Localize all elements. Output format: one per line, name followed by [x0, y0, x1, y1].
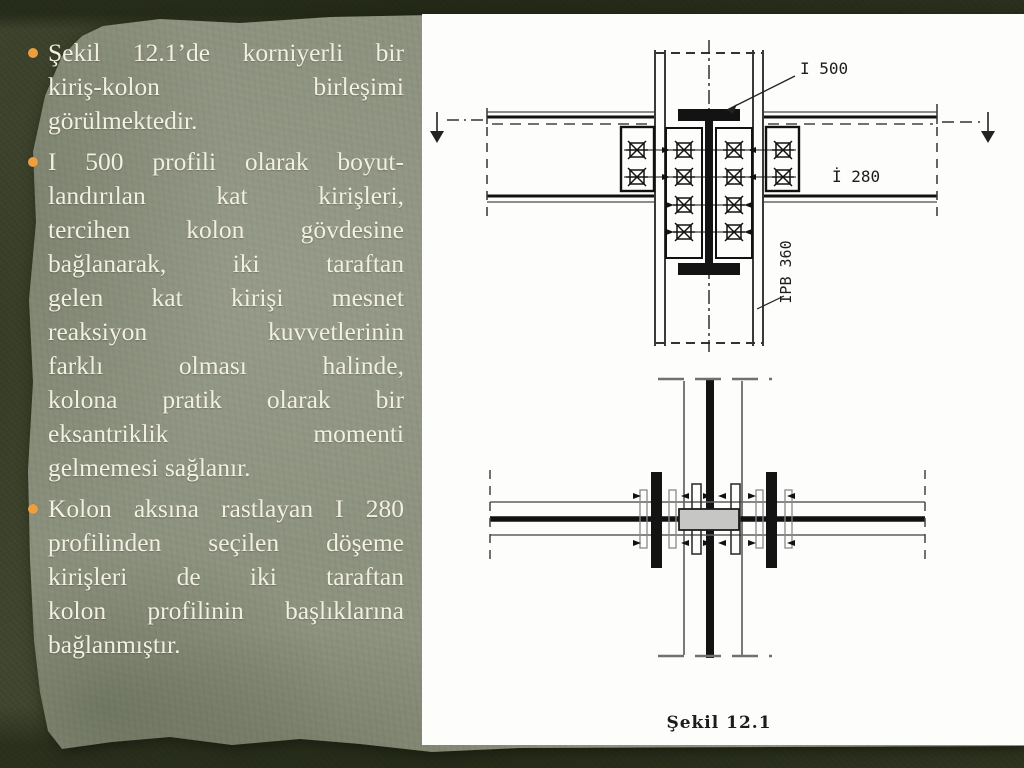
bullet-line: gelen kat kirişi mesnet [48, 283, 404, 312]
label-i280: İ 280 [832, 167, 881, 186]
right-beam [764, 104, 937, 220]
figure-caption: Şekil 12.1 [666, 713, 772, 733]
bullet-list [26, 36, 404, 669]
bullet-line: kolon profilinin başlıklarına [48, 596, 404, 625]
bullet-text [48, 492, 404, 662]
bullet-item [26, 36, 404, 138]
i500-leader-line [727, 76, 795, 110]
bullet-line: farklı olması halinde, [48, 351, 404, 380]
bullet-text [48, 145, 404, 485]
bullet-line: profilinden seçilen döşeme [48, 528, 404, 557]
i500-section [678, 109, 740, 275]
left-beam [487, 108, 654, 220]
bullet-marker [28, 157, 38, 167]
bullet-line: tercihen kolon gövdesine [48, 215, 404, 244]
figure-drawing [422, 14, 1024, 745]
bullet-line: landırılan kat kirişleri, [48, 181, 404, 210]
bullet-line: gelmemesi sağlanır. [48, 453, 251, 482]
bullet-line: eksantriklik momenti [48, 419, 404, 448]
bullet-line: I 500 profili olarak boyut- [48, 147, 404, 176]
bullet-line: Kolon aksına rastlayan I 280 [48, 494, 404, 523]
bullet-line: kiriş-kolon birleşimi [48, 72, 404, 101]
plan-view [430, 40, 995, 352]
bullet-text [48, 36, 404, 138]
label-ipb360: IPB 360 [777, 240, 795, 304]
bullet-item [26, 145, 404, 485]
label-i500: I 500 [800, 59, 849, 78]
bullet-line: reaksiyon kuvvetlerinin [48, 317, 404, 346]
figure-panel [422, 14, 1024, 745]
down-arrow-left-icon [430, 112, 485, 143]
bullet-line: bağlanmıştır. [48, 630, 181, 659]
elevation-view [490, 378, 925, 658]
bullet-marker [28, 504, 38, 514]
bullet-line: Şekil 12.1’de korniyerli bir [48, 38, 404, 67]
bullet-marker [28, 48, 38, 58]
down-arrow-right-icon [942, 112, 995, 143]
bullet-line: kolona pratik olarak bir [48, 385, 404, 414]
bullet-line: bağlanarak, iki taraftan [48, 249, 404, 278]
bullet-item [26, 492, 404, 662]
bullet-line: kirişleri de iki taraftan [48, 562, 404, 591]
bullet-line: görülmektedir. [48, 106, 198, 135]
